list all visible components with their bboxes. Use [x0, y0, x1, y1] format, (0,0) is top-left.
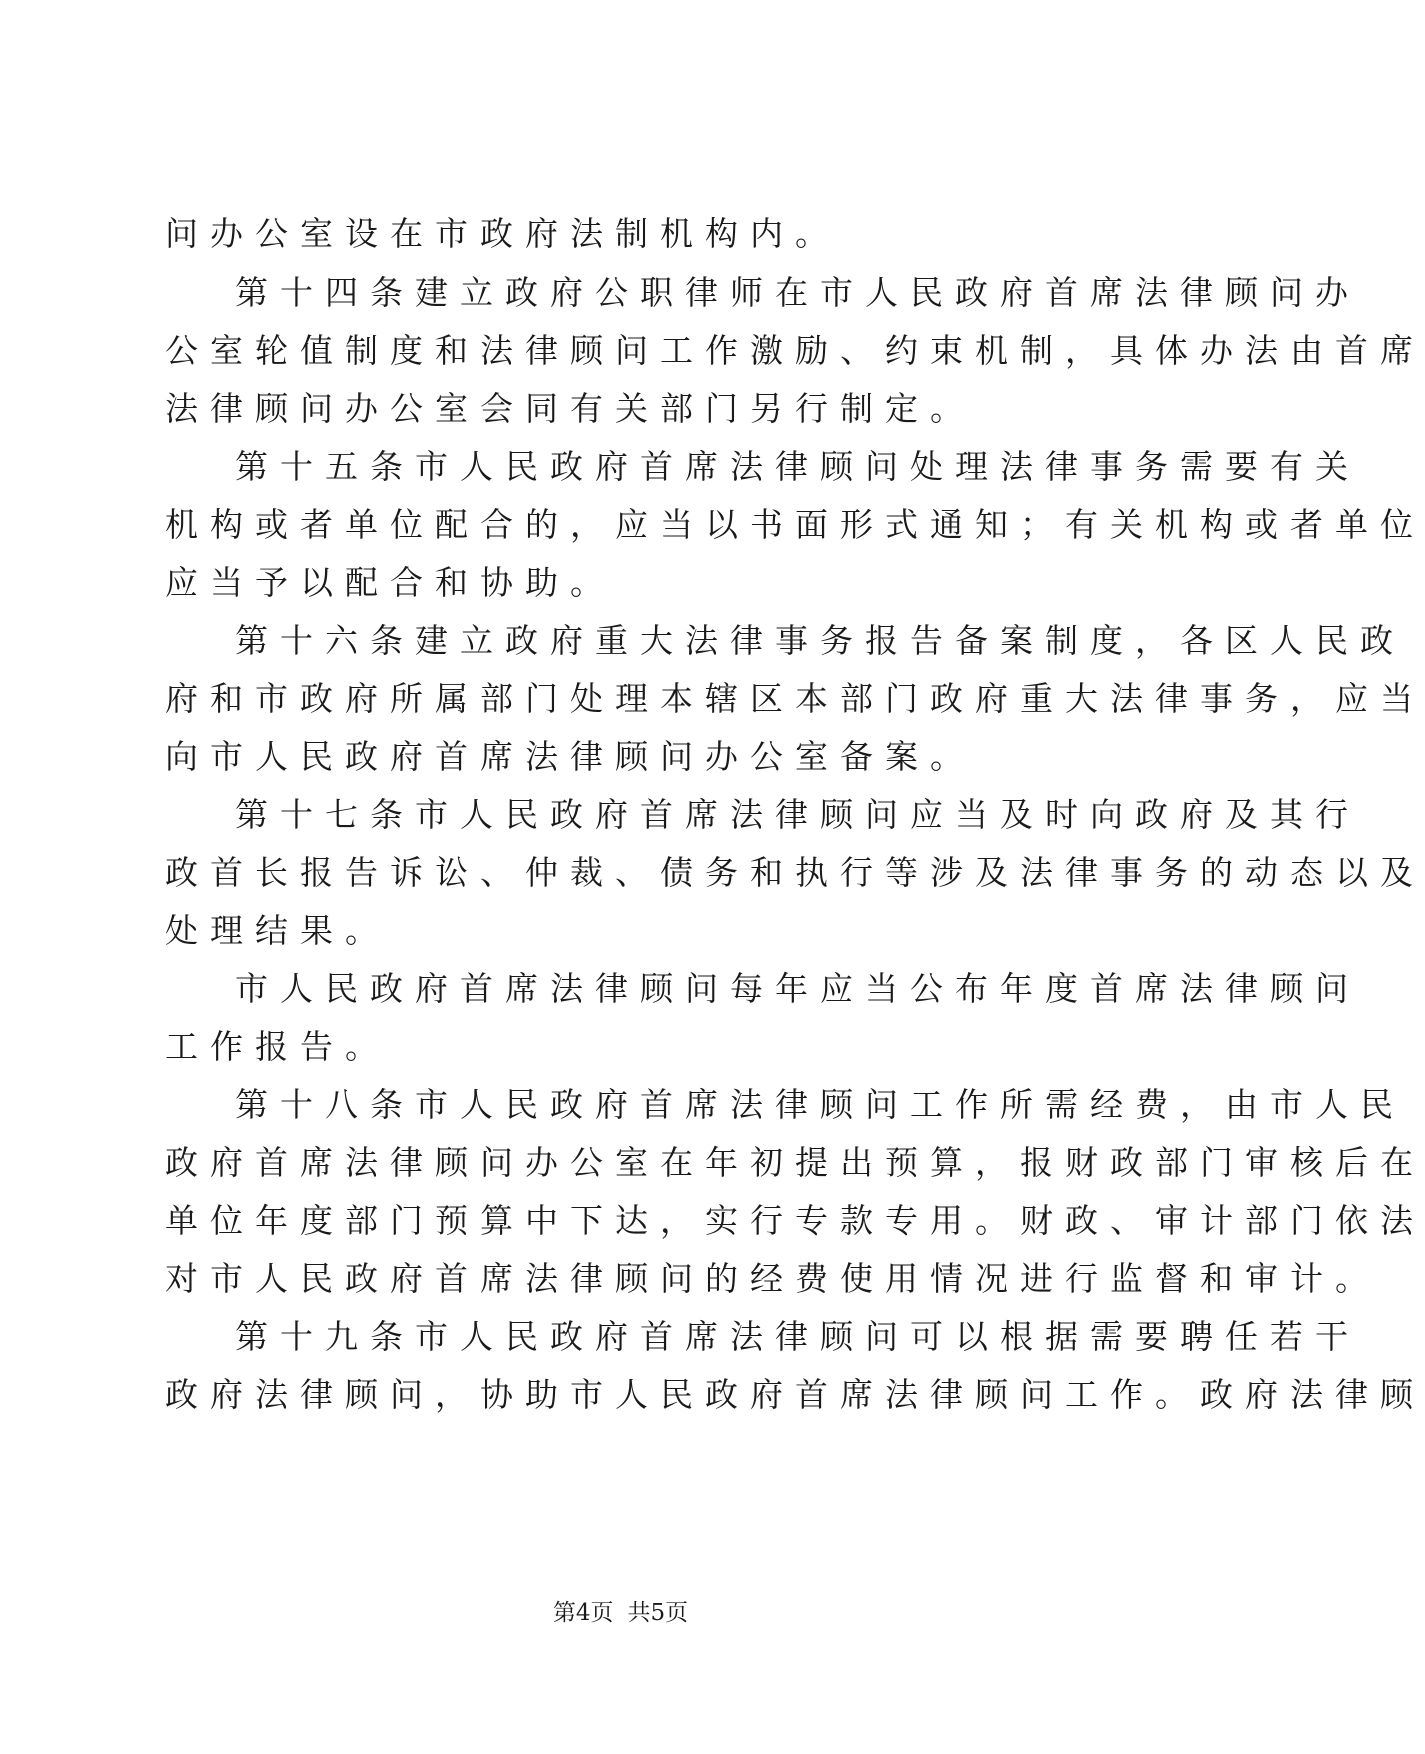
body-line: 应当予以配合和协助。: [165, 563, 615, 602]
body-line: 问办公室设在市政府法制机构内。: [165, 214, 840, 253]
body-line: 处理结果。: [165, 911, 390, 950]
article-17-line: 第十七条市人民政府首席法律顾问应当及时向政府及其行: [235, 795, 1360, 834]
page-number: 第4页: [552, 1600, 614, 1626]
body-line: 法律顾问办公室会同有关部门另行制定。: [165, 389, 975, 428]
page-total: 共5页: [627, 1600, 689, 1626]
body-line: 向市人民政府首席法律顾问办公室备案。: [165, 737, 975, 776]
body-line: 对市人民政府首席法律顾问的经费使用情况进行监督和审计。: [165, 1259, 1380, 1298]
article-15-line: 第十五条市人民政府首席法律顾问处理法律事务需要有关: [235, 447, 1360, 486]
body-line: 政府法律顾问，协助市人民政府首席法律顾问工作。政府法律顾: [165, 1375, 1425, 1414]
paragraph-line: 市人民政府首席法律顾问每年应当公布年度首席法律顾问: [235, 969, 1360, 1008]
article-19-line: 第十九条市人民政府首席法律顾问可以根据需要聘任若干: [235, 1317, 1360, 1356]
body-line: 府和市政府所属部门处理本辖区本部门政府重大法律事务，应当: [165, 679, 1425, 718]
article-18-line: 第十八条市人民政府首席法律顾问工作所需经费，由市人民: [235, 1085, 1405, 1124]
article-14-line: 第十四条建立政府公职律师在市人民政府首席法律顾问办: [235, 273, 1360, 312]
body-line: 政府首席法律顾问办公室在年初提出预算，报财政部门审核后在: [165, 1143, 1425, 1182]
page-footer: [0, 1598, 1241, 1628]
body-line: 公室轮值制度和法律顾问工作激励、约束机制，具体办法由首席: [165, 331, 1425, 370]
body-line: 工作报告。: [165, 1027, 390, 1066]
article-16-line: 第十六条建立政府重大法律事务报告备案制度，各区人民政: [235, 621, 1405, 660]
body-line: 单位年度部门预算中下达，实行专款专用。财政、审计部门依法: [165, 1201, 1425, 1240]
body-line: 机构或者单位配合的，应当以书面形式通知；有关机构或者单位: [165, 505, 1425, 544]
body-line: 政首长报告诉讼、仲裁、债务和执行等涉及法律事务的动态以及: [165, 853, 1425, 892]
